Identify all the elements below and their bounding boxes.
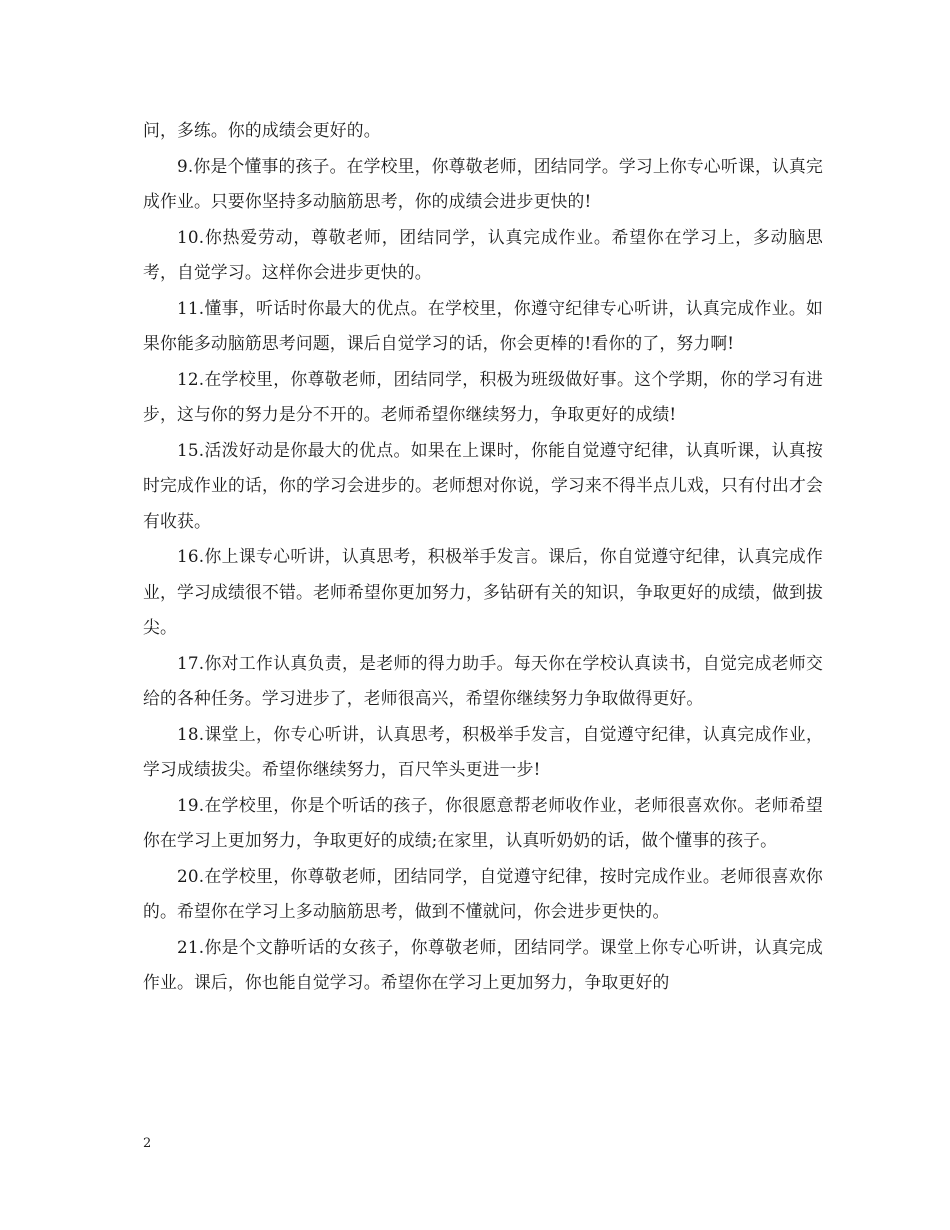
paragraph: 11.懂事，听话时你最大的优点。在学校里，你遵守纪律专心听讲，认真完成作业。如果你能多动脑筋思考问题，课后自觉学习的话，你会更棒的!看你的了，努力啊!: [143, 297, 823, 353]
paragraph: 15.活泼好动是你最大的优点。如果在上课时，你能自觉遵守纪律，认真听课，认真按时完成作业的话，你的学习会进步的。老师想对你说，学习来不得半点儿戏，只有付出才会有收获。: [143, 439, 823, 531]
paragraph: 9.你是个懂事的孩子。在学校里，你尊敬老师，团结同学。学习上你专心听课，认真完成作业。只要你坚持多动脑筋思考，你的成绩会进步更快的!: [143, 155, 823, 211]
paragraph: 17.你对工作认真负责，是老师的得力助手。每天你在学校认真读书，自觉完成老师交给的各种任务。学习进步了，老师很高兴，希望你继续努力争取做得更好。: [143, 652, 823, 708]
paragraph: 10.你热爱劳动，尊敬老师，团结同学，认真完成作业。希望你在学习上，多动脑思考，自觉学习。这样你会进步更快的。: [143, 226, 823, 282]
paragraph: 16.你上课专心听讲，认真思考，积极举手发言。课后，你自觉遵守纪律，认真完成作业，学习成绩很不错。老师希望你更加努力，多钻研有关的知识，争取更好的成绩，做到拔尖。: [143, 546, 823, 637]
paragraph: 21.你是个文静听话的女孩子，你尊敬老师，团结同学。课堂上你专心听讲，认真完成作业。课后，你也能自觉学习。希望你在学习上更加努力，争取更好的: [143, 936, 823, 992]
paragraph: 问，多练。你的成绩会更好的。: [143, 120, 381, 140]
paragraph: 19.在学校里，你是个听话的孩子，你很愿意帮老师收作业，老师很喜欢你。老师希望你在学习上更加努力，争取更好的成绩;在家里，认真听奶奶的话，做个懂事的孩子。: [143, 794, 823, 850]
document-body: [143, 113, 823, 1001]
paragraph: 12.在学校里，你尊敬老师，团结同学，积极为班级做好事。这个学期，你的学习有进步，这与你的努力是分不开的。老师希望你继续努力，争取更好的成绩!: [143, 368, 823, 424]
page-number: 2: [143, 1136, 152, 1151]
paragraph: 20.在学校里，你尊敬老师，团结同学，自觉遵守纪律，按时完成作业。老师很喜欢你的。希望你在学习上多动脑筋思考，做到不懂就问，你会进步更快的。: [143, 865, 823, 921]
paragraph: 18.课堂上，你专心听讲，认真思考，积极举手发言，自觉遵守纪律，认真完成作业，学习成绩拔尖。希望你继续努力，百尺竿头更进一步!: [143, 723, 823, 779]
